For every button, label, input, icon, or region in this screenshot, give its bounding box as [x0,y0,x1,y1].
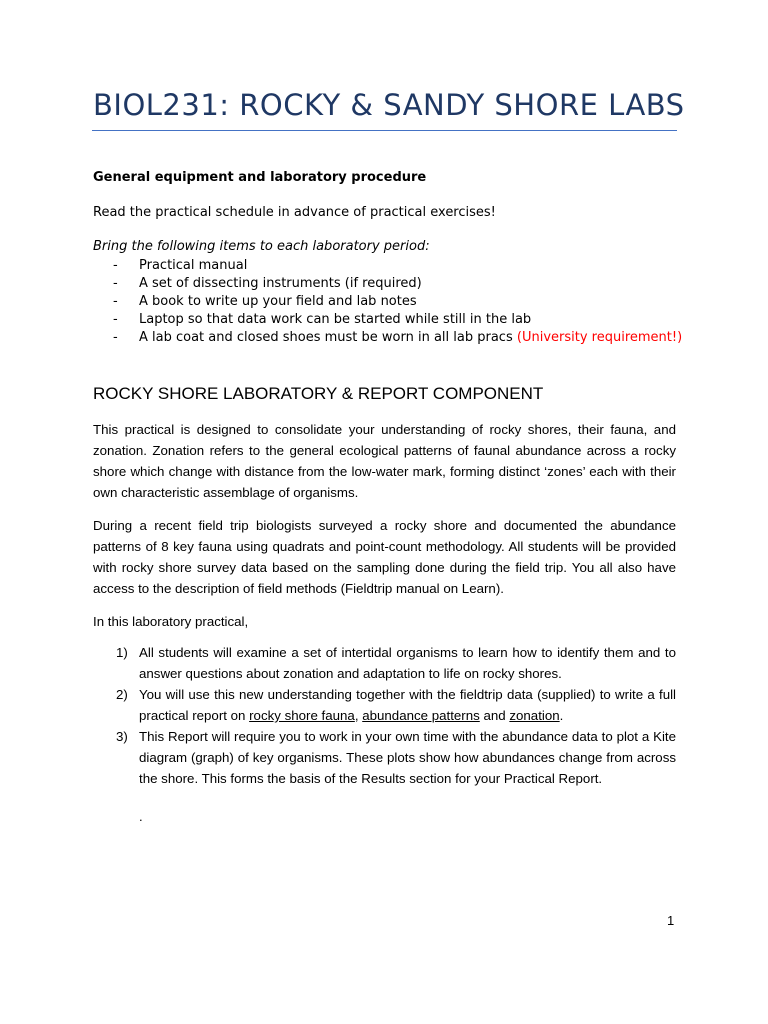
item-text: A lab coat and closed shoes must be worn in all lab pracs [139,330,513,345]
underlined-term: rocky shore fauna [249,708,355,723]
item-text: A book to write up your field and lab notes [139,294,417,309]
step-text: This Report will require you to work in your own time with the abundance data to plot a Kite diagram (graph) of key organisms. These plots show how abundances change from across the shore. This forms the basis of the Results section for your Practical Report. [139,729,676,786]
dash-bullet: - [113,276,118,291]
rocky-shore-heading: ROCKY SHORE LABORATORY & REPORT COMPONENT [93,384,544,403]
list-item [113,311,682,329]
item-text: Laptop so that data work can be started while still in the lab [139,312,532,327]
separator-text: and [479,708,510,723]
title-underline-rule [92,130,677,131]
step-number: 1) [116,645,128,660]
list-item [113,329,682,347]
dash-bullet: - [113,294,118,309]
trailing-dot: . [139,809,143,824]
step-number: 3) [116,729,128,744]
step-text: You will use this new understanding together with the fieldtrip data (supplied) to write a full practical report on [139,687,676,723]
step-text: All students will examine a set of intertidal organisms to learn how to identify them and to answer questions about zonation and adaptation to life on rocky shores. [139,645,676,681]
numbered-steps-list [116,642,676,789]
university-requirement-note: (University requirement!) [516,330,683,345]
step-number: 2) [116,687,128,702]
list-item [113,275,682,293]
document-title: BIOL231: ROCKY & SANDY SHORE LABS [93,88,685,122]
list-item [116,684,676,726]
field-trip-paragraph: During a recent field trip biologists surveyed a rocky shore and documented the abundance patterns of 8 key fauna using quadrats and point-count methodology. All students will be provided with rocky shore survey data based on the sampling done during the field trip. You all also have access to the description of field methods (Fieldtrip manual on Learn). [93,518,676,596]
separator-text: , [354,708,363,723]
underlined-term: abundance patterns [362,708,480,723]
read-schedule-text: Read the practical schedule in advance of practical exercises! [93,205,496,220]
item-text: A set of dissecting instruments (if required) [139,276,422,291]
page-number: 1 [667,913,675,928]
underlined-term: zonation [509,708,560,723]
list-item [116,642,676,684]
bring-items-intro: Bring the following items to each laboratory period: [93,239,430,254]
item-text: Practical manual [139,258,248,273]
items-list [113,257,682,347]
intro-paragraph: This practical is designed to consolidate your understanding of rocky shores, their fauna, and zonation. Zonation refers to the general ecological patterns of faunal abundance across a rocky shore which change with distance from the low-water mark, forming distinct ‘zones’ each with their own characteristic assemblage of organisms. [93,422,676,500]
separator-text: . [559,708,564,723]
list-item [116,726,676,789]
general-equipment-heading: General equipment and laboratory procedure [93,170,427,185]
list-item [113,257,682,275]
practical-intro-text: In this laboratory practical, [93,614,249,629]
dash-bullet: - [113,312,118,327]
dash-bullet: - [113,330,118,345]
list-item [113,293,682,311]
dash-bullet: - [113,258,118,273]
